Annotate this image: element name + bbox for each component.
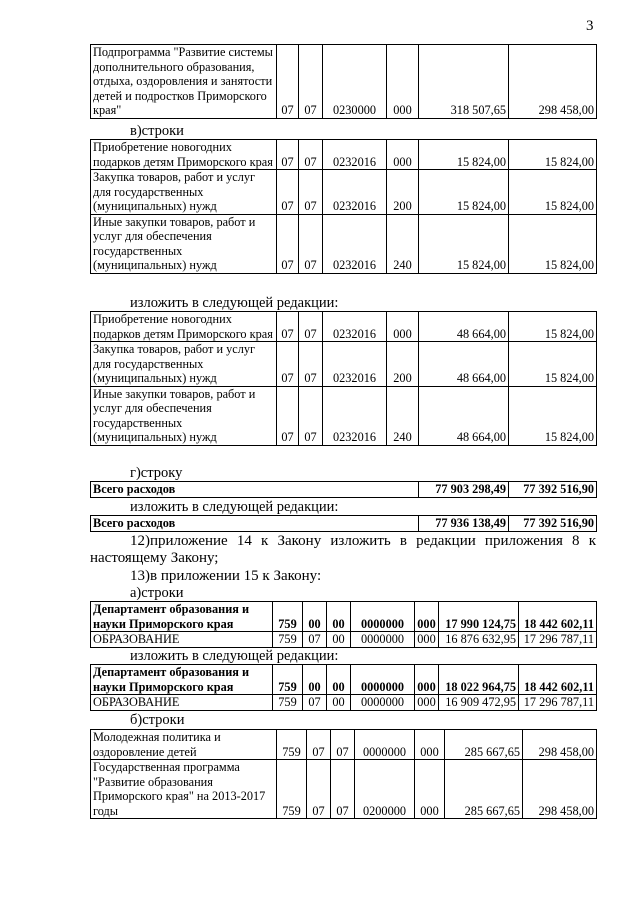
page-number: 3 (586, 18, 594, 34)
table-dept-old (90, 601, 597, 648)
table-row (91, 312, 597, 342)
total-label: Всего расходов (91, 516, 419, 532)
target-code: 0232016 (323, 214, 387, 273)
expense-type-code: 000 (387, 140, 419, 170)
ministry-code: 759 (277, 760, 307, 819)
section-code: 07 (307, 760, 331, 819)
expense-type-code: 240 (387, 214, 419, 273)
expense-type-code: 000 (387, 312, 419, 342)
section-code: 07 (303, 632, 327, 648)
ministry-code: 759 (273, 695, 303, 711)
section-code: 07 (277, 214, 299, 273)
table-row (91, 602, 597, 632)
amount-year-2: 18 442 602,11 (519, 602, 597, 632)
subsection-code: 07 (299, 386, 323, 445)
table-row (91, 342, 597, 387)
amount-year-1: 15 824,00 (419, 170, 509, 215)
expense-type-code: 000 (415, 730, 445, 760)
amount-year-1: 285 667,65 (445, 730, 523, 760)
expense-type-code: 000 (415, 632, 439, 648)
expense-type-code: 240 (387, 386, 419, 445)
subsection-code: 07 (299, 214, 323, 273)
table-dept-new (90, 664, 597, 711)
amount-year-2: 15 824,00 (509, 342, 597, 387)
amount-year-2: 298 458,00 (523, 760, 597, 819)
amount-year-2: 18 442 602,11 (519, 665, 597, 695)
target-code: 0232016 (323, 312, 387, 342)
total-label: Всего расходов (91, 482, 419, 498)
amount-year-2: 15 824,00 (509, 170, 597, 215)
caption-g: г)строку (130, 465, 183, 481)
row-name: Иные закупки товаров, работ и услуг для обеспечения государственных (муниципальных) нужд (91, 214, 277, 273)
section-code: 00 (303, 602, 327, 632)
amount-year-2: 17 296 787,11 (519, 695, 597, 711)
subsection-code: 07 (331, 760, 355, 819)
amount-year-2: 15 824,00 (509, 386, 597, 445)
subsection-code: 00 (327, 665, 351, 695)
row-name: Приобретение новогодних подарков детям Приморского края (91, 312, 277, 342)
row-name: Закупка товаров, работ и услуг для государственных (муниципальных) нужд (91, 342, 277, 387)
section-code: 07 (277, 342, 299, 387)
ministry-code: 759 (273, 632, 303, 648)
total-value-2: 77 392 516,90 (509, 516, 597, 532)
amount-year-2: 298 458,00 (509, 45, 597, 119)
table-rows-new (90, 311, 597, 446)
expense-type-code: 000 (387, 45, 419, 119)
row-name: Департамент образования и науки Приморского края (91, 665, 273, 695)
table-row (91, 170, 597, 215)
subsection-code: 07 (299, 45, 323, 119)
subsection-code: 07 (299, 312, 323, 342)
target-code: 0000000 (351, 602, 415, 632)
expense-type-code: 200 (387, 342, 419, 387)
caption-edit-1: изложить в следующей редакции: (130, 295, 339, 311)
expense-type-code: 000 (415, 665, 439, 695)
table-row (91, 695, 597, 711)
ministry-code: 759 (273, 602, 303, 632)
amount-year-1: 17 990 124,75 (439, 602, 519, 632)
total-value-2: 77 392 516,90 (509, 482, 597, 498)
caption-a: а)строки (130, 585, 184, 601)
table-row (91, 665, 597, 695)
row-name: Подпрограмма "Развитие системы дополнительного образования, отдыха, оздоровления и занятости детей и подростков Приморского края" (91, 45, 277, 119)
section-code: 07 (277, 312, 299, 342)
row-name: Иные закупки товаров, работ и услуг для обеспечения государственных (муниципальных) нужд (91, 386, 277, 445)
caption-edit-3: изложить в следующей редакции: (130, 648, 339, 664)
section-code: 07 (277, 45, 299, 119)
expense-type-code: 000 (415, 602, 439, 632)
section-code: 00 (303, 665, 327, 695)
table-subprogram (90, 44, 597, 119)
table-row (91, 730, 597, 760)
table-total-new (90, 515, 597, 532)
target-code: 0000000 (355, 730, 415, 760)
subsection-code: 00 (327, 632, 351, 648)
table-row (91, 140, 597, 170)
section-code: 07 (307, 730, 331, 760)
expense-type-code: 000 (415, 695, 439, 711)
amount-year-1: 15 824,00 (419, 140, 509, 170)
amount-year-1: 318 507,65 (419, 45, 509, 119)
row-name: Приобретение новогодних подарков детям Приморского края (91, 140, 277, 170)
row-name: Молодежная политика и оздоровление детей (91, 730, 277, 760)
amount-year-2: 17 296 787,11 (519, 632, 597, 648)
target-code: 0232016 (323, 140, 387, 170)
target-code: 0232016 (323, 170, 387, 215)
table-row (91, 632, 597, 648)
table-row (91, 45, 597, 119)
subsection-code: 00 (327, 602, 351, 632)
amount-year-2: 15 824,00 (509, 140, 597, 170)
row-name: Закупка товаров, работ и услуг для государственных (муниципальных) нужд (91, 170, 277, 215)
amount-year-2: 15 824,00 (509, 312, 597, 342)
row-name: Государственная программа "Развитие образования Приморского края" на 2013-2017 годы (91, 760, 277, 819)
ministry-code: 759 (273, 665, 303, 695)
item-12: 12)приложение 14 к Закону изложить в редакции приложения 8 к настоящему Закону; (90, 533, 596, 566)
table-youth (90, 729, 597, 819)
caption-b: б)строки (130, 712, 185, 728)
caption-edit-2: изложить в следующей редакции: (130, 499, 339, 515)
target-code: 0232016 (323, 386, 387, 445)
amount-year-1: 16 876 632,95 (439, 632, 519, 648)
row-name: ОБРАЗОВАНИЕ (91, 632, 273, 648)
expense-type-code: 000 (415, 760, 445, 819)
amount-year-1: 48 664,00 (419, 342, 509, 387)
amount-year-1: 15 824,00 (419, 214, 509, 273)
amount-year-1: 48 664,00 (419, 312, 509, 342)
amount-year-1: 18 022 964,75 (439, 665, 519, 695)
table-row (91, 214, 597, 273)
row-name: ОБРАЗОВАНИЕ (91, 695, 273, 711)
amount-year-2: 298 458,00 (523, 730, 597, 760)
target-code: 0000000 (351, 695, 415, 711)
caption-v: в)строки (130, 123, 184, 139)
amount-year-2: 15 824,00 (509, 214, 597, 273)
subsection-code: 00 (327, 695, 351, 711)
amount-year-1: 285 667,65 (445, 760, 523, 819)
row-name: Департамент образования и науки Приморского края (91, 602, 273, 632)
target-code: 0000000 (351, 665, 415, 695)
target-code: 0200000 (355, 760, 415, 819)
total-value-1: 77 903 298,49 (419, 482, 509, 498)
ministry-code: 759 (277, 730, 307, 760)
amount-year-1: 16 909 472,95 (439, 695, 519, 711)
target-code: 0230000 (323, 45, 387, 119)
section-code: 07 (277, 140, 299, 170)
subsection-code: 07 (299, 140, 323, 170)
item-13: 13)в приложении 15 к Закону: (130, 568, 322, 584)
subsection-code: 07 (331, 730, 355, 760)
section-code: 07 (277, 386, 299, 445)
expense-type-code: 200 (387, 170, 419, 215)
section-code: 07 (277, 170, 299, 215)
total-value-1: 77 936 138,49 (419, 516, 509, 532)
table-rows-old (90, 139, 597, 274)
table-row (91, 386, 597, 445)
subsection-code: 07 (299, 170, 323, 215)
table-row (91, 760, 597, 819)
target-code: 0232016 (323, 342, 387, 387)
section-code: 07 (303, 695, 327, 711)
amount-year-1: 48 664,00 (419, 386, 509, 445)
subsection-code: 07 (299, 342, 323, 387)
table-total-old (90, 481, 597, 498)
target-code: 0000000 (351, 632, 415, 648)
